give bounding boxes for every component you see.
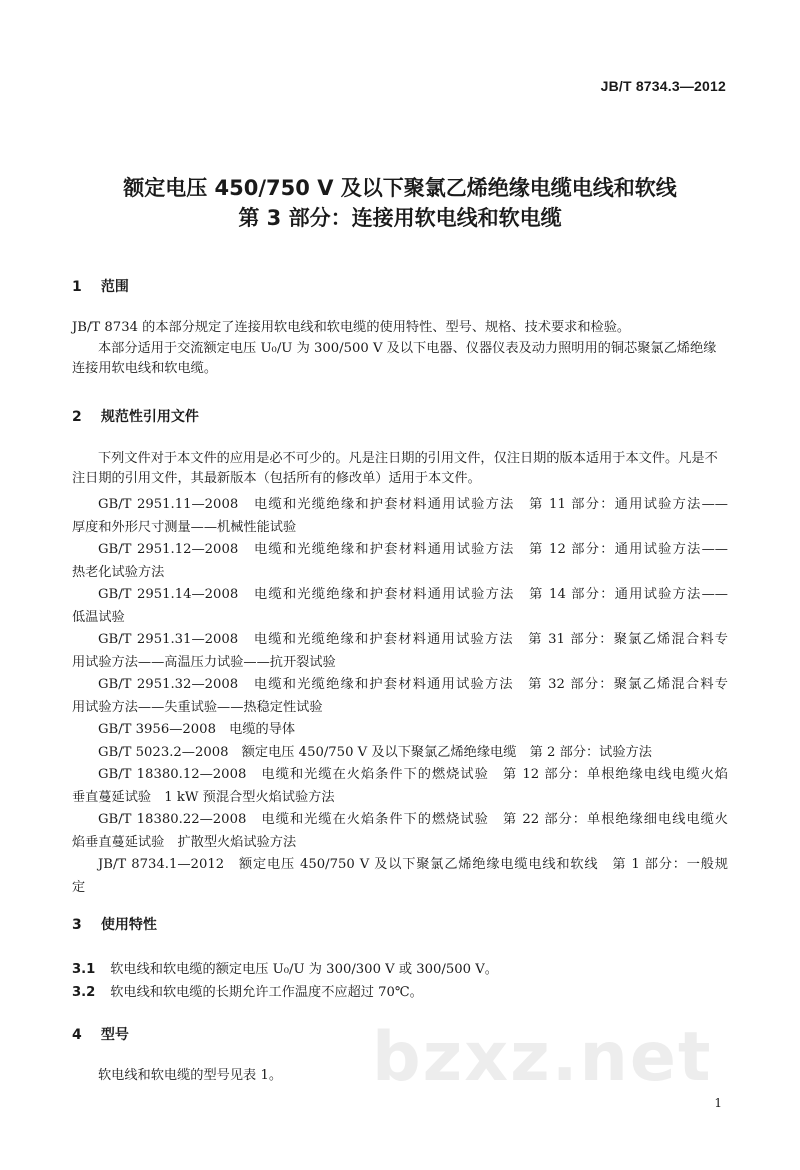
reference-continuation: 定 — [72, 879, 86, 895]
section-1-heading — [72, 276, 129, 296]
reference-line: GB/T 2951.12—2008 电缆和光缆绝缘和护套材料通用试验方法 第 12 部分：通用试验方法—— — [98, 542, 728, 557]
reference-line: GB/T 2951.32—2008 电缆和光缆绝缘和护套材料通用试验方法 第 32 部分：聚氯乙烯混合料专 — [98, 677, 728, 692]
scope-paragraph-2 — [72, 339, 728, 379]
section-title: 使用特性 — [100, 917, 157, 933]
clause-3-1 — [72, 958, 498, 977]
clause-text: 软电线和软电缆的额定电压 U₀/U 为 300/300 V 或 300/500 V。 — [110, 962, 498, 977]
section-number: 1 — [72, 279, 82, 295]
reference-item — [72, 539, 728, 584]
reference-list — [72, 494, 728, 899]
reference-line: GB/T 2951.11—2008 电缆和光缆绝缘和护套材料通用试验方法 第 11 部分：通用试验方法—— — [98, 497, 728, 512]
standard-code: JB/T 8734.3—2012 — [600, 78, 726, 94]
document-title-line-1: 额定电压 450/750 V 及以下聚氯乙烯绝缘电缆电线和软线 — [123, 176, 677, 200]
clause-text: 软电线和软电缆的长期允许工作温度不应超过 70℃。 — [110, 985, 423, 1000]
section-4-heading — [72, 1024, 129, 1044]
reference-line: GB/T 18380.12—2008 电缆和光缆在火焰条件下的燃烧试验 第 12 部分：单根绝缘电线电缆火焰 — [98, 767, 728, 782]
reference-continuation: 用试验方法——高温压力试验——抗开裂试验 — [72, 654, 336, 670]
reference-continuation: 焰垂直蔓延试验 扩散型火焰试验方法 — [72, 834, 297, 850]
reference-item — [72, 854, 728, 899]
watermark: bzxz.net — [372, 1018, 713, 1097]
reference-continuation: 用试验方法——失重试验——热稳定性试验 — [72, 699, 323, 715]
reference-line: GB/T 2951.31—2008 电缆和光缆绝缘和护套材料通用试验方法 第 31 部分：聚氯乙烯混合料专 — [98, 632, 728, 647]
section-number: 4 — [72, 1027, 82, 1043]
clause-3-2 — [72, 981, 423, 1000]
section-number: 2 — [72, 409, 82, 425]
reference-item — [72, 494, 728, 539]
scope-paragraph-1 — [72, 318, 728, 338]
clause-number: 3.1 — [72, 962, 96, 977]
references-intro-text: 下列文件对于本文件的应用是必不可少的。凡是注日期的引用文件，仅注日期的版本适用于本文件。凡是不注日期的引用文件，其最新版本（包括所有的修改单）适用于本文件。 — [72, 451, 718, 486]
model-text: 软电线和软电缆的型号见表 1。 — [98, 1068, 283, 1083]
reference-continuation: 低温试验 — [72, 609, 125, 625]
reference-continuation: 厚度和外形尺寸测量——机械性能试验 — [72, 519, 297, 535]
reference-item — [72, 584, 728, 629]
reference-line: GB/T 5023.2—2008 额定电压 450/750 V 及以下聚氯乙烯绝缘电缆 第 2 部分：试验方法 — [98, 744, 652, 760]
reference-continuation: 热老化试验方法 — [72, 564, 165, 580]
scope-text-2: 本部分适用于交流额定电压 U₀/U 为 300/500 V 及以下电器、仪器仪表及动力照明用的铜芯聚氯乙烯绝缘连接用软电线和软电缆。 — [72, 341, 717, 376]
section-title: 型号 — [100, 1027, 129, 1043]
document-title-line-2: 第 3 部分：连接用软电线和软电缆 — [238, 206, 562, 230]
reference-line: GB/T 3956—2008 电缆的导体 — [98, 722, 296, 737]
reference-item — [72, 764, 728, 809]
reference-item — [72, 629, 728, 674]
reference-line: JB/T 8734.1—2012 额定电压 450/750 V 及以下聚氯乙烯绝缘电缆电线和软线 第 1 部分：一般规 — [98, 857, 728, 872]
clause-number: 3.2 — [72, 985, 96, 1000]
reference-line: GB/T 18380.22—2008 电缆和光缆在火焰条件下的燃烧试验 第 22 部分：单根绝缘细电线电缆火 — [98, 812, 728, 827]
reference-continuation: 垂直蔓延试验 1 kW 预混合型火焰试验方法 — [72, 789, 335, 805]
page-number: 1 — [714, 1096, 722, 1110]
section-number: 3 — [72, 917, 82, 933]
scope-text-1: JB/T 8734 的本部分规定了连接用软电线和软电缆的使用特性、型号、规格、技术要求和检验。 — [72, 320, 631, 335]
reference-item — [72, 742, 728, 765]
section-title: 范围 — [100, 279, 129, 295]
reference-item — [72, 809, 728, 854]
reference-line: GB/T 2951.14—2008 电缆和光缆绝缘和护套材料通用试验方法 第 14 部分：通用试验方法—— — [98, 587, 728, 602]
references-intro — [72, 449, 728, 489]
section-2-heading — [72, 406, 199, 426]
section-title: 规范性引用文件 — [100, 409, 199, 425]
reference-item — [72, 719, 728, 742]
reference-item — [72, 674, 728, 719]
section-3-heading — [72, 914, 157, 934]
